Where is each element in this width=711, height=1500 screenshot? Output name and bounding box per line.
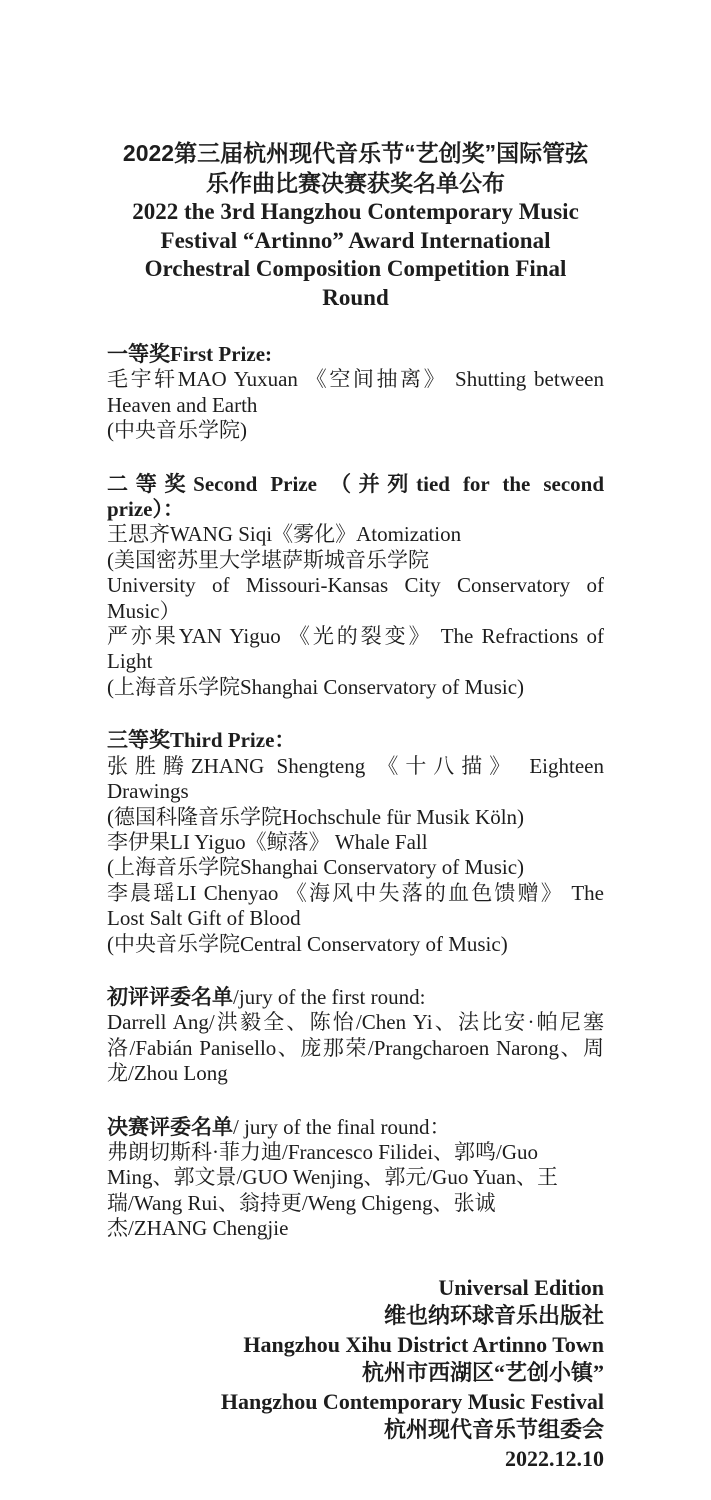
jury-first-round-names-line: 洛/Fabián Panisello、庞那荣/Prangcharoen Narong、周 xyxy=(107,1035,604,1060)
third-prize-winner-line: 李晨瑶LI Chenyao 《海风中失落的血色馈赠》 The xyxy=(107,880,604,905)
second-prize-heading-line: prize）： xyxy=(107,497,184,522)
jury-final-round-heading xyxy=(107,1115,604,1140)
second-prize-winner-line: 王思齐WANG Siqi《雾化》Atomization xyxy=(107,522,462,547)
signature-publisher-zh: 维也纳环球音乐出版社 xyxy=(383,1303,604,1329)
signature-publisher-en: Universal Edition xyxy=(438,1274,604,1300)
first-prize-heading: 一等奖First Prize: xyxy=(107,342,273,366)
page-title-zh-line: 乐作曲比赛决赛获奖名单公布 xyxy=(206,170,505,196)
jury-first-round-heading-en: /jury of the first round: xyxy=(233,984,426,1009)
third-prize-work-line: Drawings xyxy=(107,779,189,804)
second-prize-institution-line: (上海音乐学院Shanghai Conservatory of Music) xyxy=(107,674,525,699)
second-prize-heading-line: 二等奖Second Prize （并列tied for the second xyxy=(107,471,604,496)
jury-final-round-heading-zh: 决赛评委名单 xyxy=(107,1114,233,1139)
signature-festival-zh: 杭州现代音乐节组委会 xyxy=(383,1417,604,1443)
page-title-zh-line: 2022第三届杭州现代音乐节“艺创奖”国际管弦 xyxy=(122,140,589,166)
signature-date: 2022.12.10 xyxy=(505,1445,604,1471)
third-prize-winner-line: 李伊果LI Yiguo《鲸落》 Whale Fall xyxy=(107,829,428,854)
third-prize-work-line: Lost Salt Gift of Blood xyxy=(107,906,301,931)
jury-first-round-heading xyxy=(107,985,604,1010)
first-prize-work-line: Heaven and Earth xyxy=(107,392,258,417)
page-title-en-line: Orchestral Composition Competition Final xyxy=(144,256,567,281)
third-prize-institution-line: (上海音乐学院Shanghai Conservatory of Music) xyxy=(107,855,525,880)
signature-town-en: Hangzhou Xihu District Artinno Town xyxy=(243,1331,604,1357)
section-jury-first-round xyxy=(107,985,604,1087)
signature-festival-en: Hangzhou Contemporary Music Festival xyxy=(220,1388,604,1414)
page-title-zh xyxy=(107,138,604,198)
jury-first-round-names-line: 龙/Zhou Long xyxy=(107,1061,228,1086)
second-prize-work-line: Light xyxy=(107,649,153,674)
jury-first-round-names-line: Darrell Ang/洪毅全、陈怡/Chen Yi、法比安·帕尼塞 xyxy=(107,1010,604,1035)
jury-final-round-names-line: 杰/ZHANG Chengjie xyxy=(107,1216,289,1241)
jury-final-round-names-line: Ming、郭文景/GUO Wenjing、郭元/Guo Yuan、王 xyxy=(107,1165,558,1190)
second-prize-institution-line: University of Missouri-Kansas City Conservatory of xyxy=(107,573,604,598)
page-title-en-line: Round xyxy=(322,284,389,310)
second-prize-institution-line: (美国密苏里大学堪萨斯城音乐学院 xyxy=(107,547,429,572)
page-title-en-line: 2022 the 3rd Hangzhou Contemporary Music xyxy=(132,199,579,224)
third-prize-institution-line: (德国科隆音乐学院Hochschule für Musik Köln) xyxy=(107,804,525,829)
page-title-en xyxy=(107,198,604,312)
jury-final-round-heading-en: / jury of the final round： xyxy=(233,1114,451,1139)
section-jury-final-round xyxy=(107,1115,604,1242)
jury-final-round-names-line: 瑞/Wang Rui、翁持更/Weng Chigeng、张诚 xyxy=(107,1190,496,1215)
signature-block xyxy=(107,1274,604,1474)
third-prize-institution-line: (中央音乐学院Central Conservatory of Music) xyxy=(107,931,508,956)
section-first-prize xyxy=(107,342,604,444)
section-third-prize xyxy=(107,728,604,957)
second-prize-winner-line: 严亦果YAN Yiguo 《光的裂变》 The Refractions of xyxy=(107,624,604,649)
third-prize-heading: 三等奖Third Prize： xyxy=(107,728,296,753)
page-title-en-line: Festival “Artinno” Award International xyxy=(160,227,551,253)
section-second-prize xyxy=(107,472,604,701)
signature-town-zh: 杭州市西湖区“艺创小镇” xyxy=(361,1360,604,1386)
jury-first-round-heading-zh: 初评评委名单 xyxy=(107,984,233,1009)
first-prize-institution: (中央音乐学院) xyxy=(107,418,247,443)
jury-final-round-names-line: 弗朗切斯科·菲力迪/Francesco Filidei、郭鸣/Guo xyxy=(107,1139,539,1164)
first-prize-winner-line: 毛宇轩MAO Yuxuan 《空间抽离》 Shutting between xyxy=(107,367,604,392)
third-prize-winner-line: 张胜腾ZHANG Shengteng 《十八描》 Eighteen xyxy=(107,753,604,778)
second-prize-institution-line: Music） xyxy=(107,598,181,623)
